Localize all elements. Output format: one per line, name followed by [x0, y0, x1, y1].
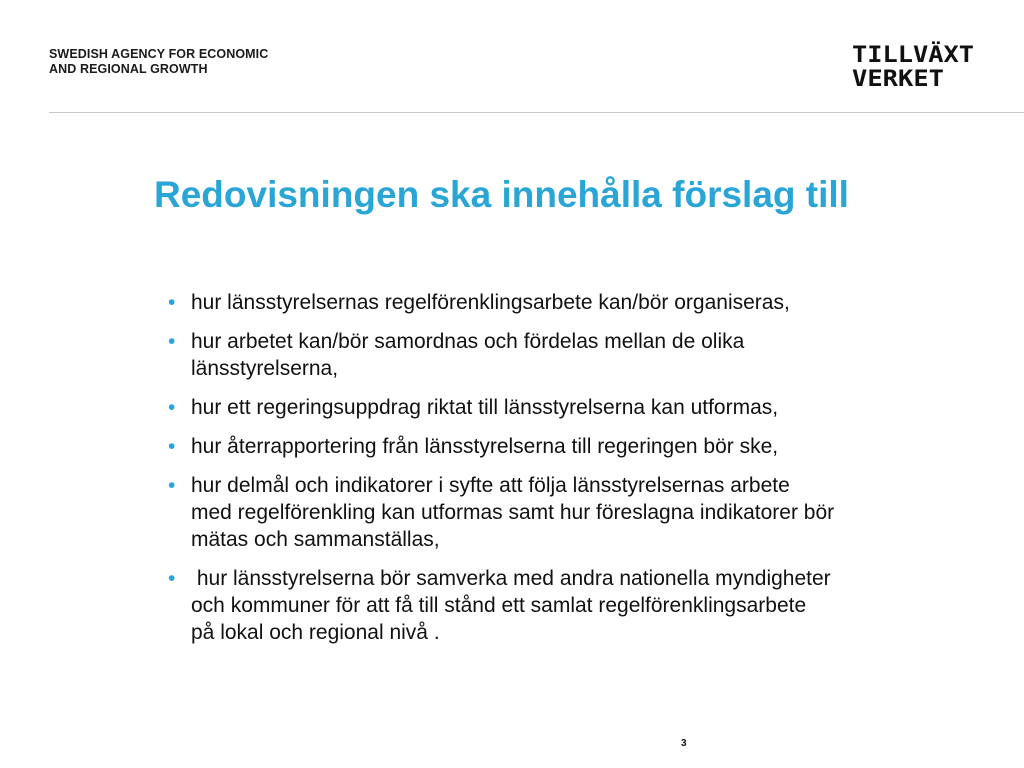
bullet-text-line: hur arbetet kan/bör samordnas och fördelas mellan de olika — [191, 330, 745, 353]
bullet-text-line: hur återrapportering från länsstyrelserna till regeringen bör ske, — [191, 435, 779, 458]
bullet-text-line: med regelförenkling kan utformas samt hur föreslagna indikatorer bör — [191, 501, 835, 524]
bullet-item — [168, 472, 988, 553]
logo-text-top: TILLVÄXT — [852, 43, 958, 68]
bullet-text-line: och kommuner för att få till stånd ett samlat regelförenklingsarbete — [191, 594, 807, 617]
bullet-marker: • — [168, 291, 176, 314]
bullet-text-line: hur länsstyrelserna bör samverka med andra nationella myndigheter — [191, 567, 831, 590]
logo-text-bottom: VERKET — [852, 67, 944, 90]
header-divider — [49, 112, 1024, 113]
bullet-item — [168, 328, 988, 382]
agency-name — [49, 47, 268, 77]
bullet-item — [168, 289, 988, 316]
page-number: 3 — [681, 738, 687, 749]
slide-title: Redovisningen ska innehålla förslag till — [154, 174, 849, 215]
bullet-text-line: länsstyrelserna, — [191, 357, 339, 380]
bullet-item — [168, 433, 988, 460]
bullet-text-line: hur länsstyrelsernas regelförenklingsarbete kan/bör organiseras, — [191, 291, 790, 314]
bullet-item — [168, 565, 988, 646]
bullet-marker: • — [168, 330, 176, 353]
bullet-marker: • — [168, 435, 176, 458]
bullet-list — [168, 289, 988, 658]
agency-name-line-1: SWEDISH AGENCY FOR ECONOMIC — [49, 47, 269, 61]
bullet-item — [168, 394, 988, 421]
bullet-marker: • — [168, 396, 176, 419]
bullet-marker: • — [168, 567, 176, 590]
bullet-text-line: hur ett regeringsuppdrag riktat till länsstyrelserna kan utformas, — [191, 396, 779, 419]
agency-name-line-2: AND REGIONAL GROWTH — [49, 62, 208, 76]
bullet-text-line: på lokal och regional nivå . — [191, 621, 440, 644]
bullet-text-line: mätas och sammanställas, — [191, 528, 440, 551]
bullet-marker: • — [168, 474, 176, 497]
bullet-text-line: hur delmål och indikatorer i syfte att följa länsstyrelsernas arbete — [191, 474, 790, 497]
tillvaxtverket-logo — [850, 38, 980, 90]
